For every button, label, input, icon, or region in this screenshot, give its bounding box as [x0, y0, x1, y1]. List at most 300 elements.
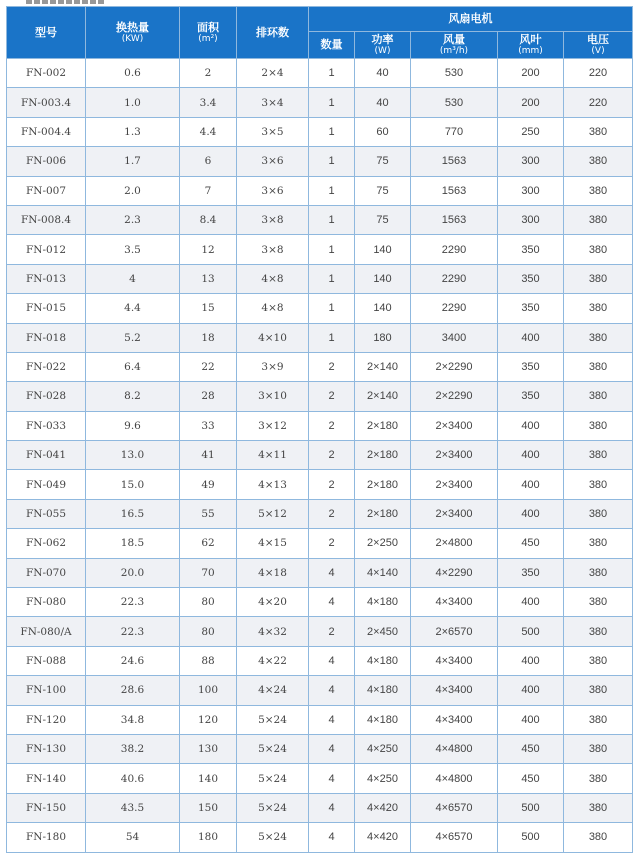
- cell-rows: 5×12: [237, 499, 309, 528]
- cropped-heading-fragment: [26, 0, 106, 4]
- cell-voltage: 380: [564, 705, 633, 734]
- cell-heat: 16.5: [86, 499, 180, 528]
- table-row: [7, 793, 633, 822]
- col-header-area-unit: (m²): [198, 33, 218, 44]
- cell-heat: 20.0: [86, 558, 180, 587]
- cell-rows: 5×24: [237, 823, 309, 852]
- cell-voltage: 380: [564, 411, 633, 440]
- cell-heat: 9.6: [86, 411, 180, 440]
- cell-power: 2×180: [355, 441, 411, 470]
- cell-blade: 450: [498, 764, 564, 793]
- cell-model: FN-140: [7, 764, 86, 793]
- cell-blade: 300: [498, 176, 564, 205]
- cell-power: 4×180: [355, 588, 411, 617]
- cell-model: FN-088: [7, 646, 86, 675]
- cell-blade: 500: [498, 823, 564, 852]
- col-header-power-label: 功率: [371, 33, 394, 46]
- cell-qty: 1: [309, 176, 355, 205]
- cell-power: 4×140: [355, 558, 411, 587]
- cell-area: 100: [180, 676, 237, 705]
- cell-heat: 22.3: [86, 588, 180, 617]
- cell-airflow: 2×6570: [411, 617, 498, 646]
- cell-rows: 3×6: [237, 176, 309, 205]
- cell-rows: 4×18: [237, 558, 309, 587]
- cell-airflow: 2290: [411, 264, 498, 293]
- cell-area: 15: [180, 294, 237, 323]
- cell-heat: 2.0: [86, 176, 180, 205]
- cell-power: 4×180: [355, 705, 411, 734]
- col-header-voltage: [564, 32, 633, 59]
- cell-blade: 500: [498, 617, 564, 646]
- cell-power: 75: [355, 205, 411, 234]
- table-header: [7, 7, 633, 59]
- cell-rows: 4×8: [237, 294, 309, 323]
- cell-qty: 2: [309, 382, 355, 411]
- cell-airflow: 530: [411, 88, 498, 117]
- col-header-power-unit: (W): [374, 46, 391, 56]
- cell-blade: 350: [498, 294, 564, 323]
- cell-model: FN-022: [7, 352, 86, 381]
- cell-airflow: 4×4800: [411, 764, 498, 793]
- cell-power: 140: [355, 264, 411, 293]
- cell-heat: 40.6: [86, 764, 180, 793]
- cell-blade: 350: [498, 558, 564, 587]
- cell-voltage: 380: [564, 734, 633, 763]
- col-header-heat-label: 换热量: [116, 20, 149, 34]
- cell-rows: 5×24: [237, 705, 309, 734]
- cell-qty: 1: [309, 117, 355, 146]
- cell-blade: 450: [498, 734, 564, 763]
- cell-voltage: 380: [564, 235, 633, 264]
- cell-power: 4×420: [355, 823, 411, 852]
- cell-rows: 4×20: [237, 588, 309, 617]
- cell-blade: 400: [498, 411, 564, 440]
- cell-qty: 1: [309, 294, 355, 323]
- cell-area: 130: [180, 734, 237, 763]
- cell-blade: 450: [498, 529, 564, 558]
- cell-model: FN-080/A: [7, 617, 86, 646]
- cell-rows: 4×24: [237, 676, 309, 705]
- cell-model: FN-150: [7, 793, 86, 822]
- cell-model: FN-015: [7, 294, 86, 323]
- cell-model: FN-003.4: [7, 88, 86, 117]
- col-header-power: [355, 32, 411, 59]
- cell-area: 80: [180, 588, 237, 617]
- cell-power: 40: [355, 88, 411, 117]
- cell-rows: 3×8: [237, 235, 309, 264]
- cell-power: 2×180: [355, 470, 411, 499]
- cell-voltage: 380: [564, 294, 633, 323]
- cell-heat: 13.0: [86, 441, 180, 470]
- cell-heat: 34.8: [86, 705, 180, 734]
- cell-voltage: 380: [564, 441, 633, 470]
- cell-airflow: 4×4800: [411, 734, 498, 763]
- cell-area: 4.4: [180, 117, 237, 146]
- cell-heat: 3.5: [86, 235, 180, 264]
- cell-voltage: 380: [564, 205, 633, 234]
- cell-model: FN-006: [7, 147, 86, 176]
- cell-model: FN-004.4: [7, 117, 86, 146]
- table-row: [7, 59, 633, 88]
- cell-power: 75: [355, 147, 411, 176]
- cell-blade: 400: [498, 705, 564, 734]
- cell-airflow: 4×3400: [411, 676, 498, 705]
- cell-area: 80: [180, 617, 237, 646]
- table-row: [7, 588, 633, 617]
- cell-power: 180: [355, 323, 411, 352]
- cell-blade: 400: [498, 499, 564, 528]
- cell-airflow: 2×3400: [411, 470, 498, 499]
- cell-power: 40: [355, 59, 411, 88]
- cell-voltage: 380: [564, 617, 633, 646]
- cell-model: FN-013: [7, 264, 86, 293]
- col-header-rows-label: 排环数: [256, 25, 289, 39]
- cell-rows: 4×15: [237, 529, 309, 558]
- cell-blade: 300: [498, 205, 564, 234]
- cell-model: FN-002: [7, 59, 86, 88]
- cell-power: 2×140: [355, 382, 411, 411]
- cell-model: FN-028: [7, 382, 86, 411]
- cell-qty: 4: [309, 676, 355, 705]
- table-row: [7, 294, 633, 323]
- cell-area: 12: [180, 235, 237, 264]
- table-row: [7, 235, 633, 264]
- col-header-area: [180, 7, 237, 59]
- col-header-voltage-unit: (V): [591, 46, 605, 56]
- cell-heat: 38.2: [86, 734, 180, 763]
- cell-heat: 43.5: [86, 793, 180, 822]
- cell-blade: 250: [498, 117, 564, 146]
- cell-blade: 400: [498, 646, 564, 675]
- cell-heat: 6.4: [86, 352, 180, 381]
- cell-rows: 4×8: [237, 264, 309, 293]
- cell-heat: 24.6: [86, 646, 180, 675]
- cell-blade: 300: [498, 147, 564, 176]
- col-header-heat-unit: (KW): [121, 33, 144, 44]
- cell-qty: 2: [309, 617, 355, 646]
- cell-voltage: 380: [564, 529, 633, 558]
- cell-blade: 350: [498, 264, 564, 293]
- cell-airflow: 2×2290: [411, 382, 498, 411]
- cell-qty: 4: [309, 646, 355, 675]
- cell-airflow: 1563: [411, 147, 498, 176]
- cell-area: 7: [180, 176, 237, 205]
- cell-power: 4×180: [355, 646, 411, 675]
- table-row: [7, 617, 633, 646]
- cell-airflow: 530: [411, 59, 498, 88]
- cell-power: 2×140: [355, 352, 411, 381]
- cell-airflow: 4×3400: [411, 646, 498, 675]
- col-header-blade: [498, 32, 564, 59]
- cell-power: 75: [355, 176, 411, 205]
- table-row: [7, 88, 633, 117]
- cell-voltage: 380: [564, 764, 633, 793]
- cell-voltage: 380: [564, 352, 633, 381]
- col-group-fan-motor: [309, 7, 633, 32]
- cell-qty: 4: [309, 823, 355, 852]
- cell-model: FN-130: [7, 734, 86, 763]
- cell-airflow: 4×3400: [411, 588, 498, 617]
- cell-qty: 2: [309, 441, 355, 470]
- cell-airflow: 2×3400: [411, 411, 498, 440]
- cell-rows: 5×24: [237, 793, 309, 822]
- cell-model: FN-049: [7, 470, 86, 499]
- table-row: [7, 734, 633, 763]
- cell-power: 4×420: [355, 793, 411, 822]
- cell-area: 41: [180, 441, 237, 470]
- cell-airflow: 2×2290: [411, 352, 498, 381]
- cell-power: 2×180: [355, 499, 411, 528]
- col-header-blade-unit: (mm): [518, 46, 543, 56]
- cell-power: 4×180: [355, 676, 411, 705]
- col-header-model: [7, 7, 86, 59]
- cell-heat: 1.0: [86, 88, 180, 117]
- col-header-rows: [237, 7, 309, 59]
- cell-power: 2×250: [355, 529, 411, 558]
- table-row: [7, 352, 633, 381]
- cell-area: 140: [180, 764, 237, 793]
- cell-power: 2×180: [355, 411, 411, 440]
- cell-model: FN-070: [7, 558, 86, 587]
- cell-rows: 4×22: [237, 646, 309, 675]
- cell-heat: 4.4: [86, 294, 180, 323]
- cell-rows: 4×10: [237, 323, 309, 352]
- col-header-voltage-label: 电压: [587, 33, 609, 46]
- col-header-airflow-label: 风量: [443, 33, 465, 46]
- cell-voltage: 380: [564, 676, 633, 705]
- cell-area: 13: [180, 264, 237, 293]
- cell-power: 140: [355, 235, 411, 264]
- cell-power: 140: [355, 294, 411, 323]
- table-row: [7, 176, 633, 205]
- table-row: [7, 205, 633, 234]
- cell-model: FN-007: [7, 176, 86, 205]
- cell-blade: 350: [498, 352, 564, 381]
- cell-rows: 4×11: [237, 441, 309, 470]
- col-header-blade-label: 风叶: [519, 33, 542, 46]
- cell-model: FN-041: [7, 441, 86, 470]
- cell-qty: 2: [309, 352, 355, 381]
- table-row: [7, 529, 633, 558]
- col-group-fan-motor-label: 风扇电机: [448, 12, 493, 25]
- cell-qty: 2: [309, 529, 355, 558]
- cell-area: 33: [180, 411, 237, 440]
- cell-voltage: 380: [564, 147, 633, 176]
- spec-table: [6, 6, 633, 853]
- cell-voltage: 380: [564, 382, 633, 411]
- cell-qty: 4: [309, 734, 355, 763]
- cell-model: FN-120: [7, 705, 86, 734]
- col-header-model-label: 型号: [35, 25, 57, 39]
- cell-rows: 3×8: [237, 205, 309, 234]
- cell-voltage: 380: [564, 793, 633, 822]
- cell-area: 88: [180, 646, 237, 675]
- cell-model: FN-012: [7, 235, 86, 264]
- cell-heat: 4: [86, 264, 180, 293]
- cell-blade: 400: [498, 470, 564, 499]
- cell-qty: 2: [309, 499, 355, 528]
- table-row: [7, 382, 633, 411]
- table-row: [7, 470, 633, 499]
- cell-airflow: 4×6570: [411, 823, 498, 852]
- cell-heat: 0.6: [86, 59, 180, 88]
- cell-voltage: 380: [564, 823, 633, 852]
- cell-model: FN-080: [7, 588, 86, 617]
- cell-qty: 1: [309, 147, 355, 176]
- cell-heat: 18.5: [86, 529, 180, 558]
- cell-qty: 2: [309, 470, 355, 499]
- cell-qty: 1: [309, 264, 355, 293]
- cell-heat: 22.3: [86, 617, 180, 646]
- cell-heat: 2.3: [86, 205, 180, 234]
- cell-airflow: 4×6570: [411, 793, 498, 822]
- table-row: [7, 676, 633, 705]
- cell-blade: 200: [498, 88, 564, 117]
- table-row: [7, 147, 633, 176]
- cell-area: 55: [180, 499, 237, 528]
- table-row: [7, 558, 633, 587]
- cell-airflow: 2×3400: [411, 499, 498, 528]
- cell-voltage: 380: [564, 176, 633, 205]
- cell-airflow: 2×3400: [411, 441, 498, 470]
- cell-airflow: 3400: [411, 323, 498, 352]
- cell-qty: 4: [309, 588, 355, 617]
- cell-qty: 4: [309, 793, 355, 822]
- cell-qty: 4: [309, 705, 355, 734]
- table-row: [7, 411, 633, 440]
- cell-area: 28: [180, 382, 237, 411]
- cell-rows: 3×5: [237, 117, 309, 146]
- cell-voltage: 380: [564, 117, 633, 146]
- cell-area: 120: [180, 705, 237, 734]
- cell-qty: 2: [309, 411, 355, 440]
- cell-rows: 3×6: [237, 147, 309, 176]
- cell-voltage: 380: [564, 264, 633, 293]
- cell-blade: 200: [498, 59, 564, 88]
- cell-heat: 28.6: [86, 676, 180, 705]
- cell-blade: 350: [498, 382, 564, 411]
- cell-model: FN-180: [7, 823, 86, 852]
- cell-area: 150: [180, 793, 237, 822]
- cell-model: FN-033: [7, 411, 86, 440]
- table-row: [7, 705, 633, 734]
- cell-voltage: 380: [564, 588, 633, 617]
- cell-rows: 4×13: [237, 470, 309, 499]
- cell-area: 2: [180, 59, 237, 88]
- cell-area: 49: [180, 470, 237, 499]
- cell-airflow: 770: [411, 117, 498, 146]
- cell-heat: 5.2: [86, 323, 180, 352]
- cell-airflow: 4×2290: [411, 558, 498, 587]
- cell-blade: 400: [498, 441, 564, 470]
- cell-rows: 3×10: [237, 382, 309, 411]
- col-header-heat: [86, 7, 180, 59]
- cell-model: FN-100: [7, 676, 86, 705]
- cell-heat: 1.3: [86, 117, 180, 146]
- cell-rows: 3×12: [237, 411, 309, 440]
- table-row: [7, 323, 633, 352]
- cell-qty: 1: [309, 205, 355, 234]
- table-row: [7, 499, 633, 528]
- cell-airflow: 1563: [411, 205, 498, 234]
- cell-blade: 400: [498, 588, 564, 617]
- table-row: [7, 823, 633, 852]
- cell-blade: 500: [498, 793, 564, 822]
- cell-airflow: 2290: [411, 294, 498, 323]
- cell-qty: 4: [309, 558, 355, 587]
- cell-rows: 4×32: [237, 617, 309, 646]
- cell-power: 4×250: [355, 764, 411, 793]
- cell-power: 60: [355, 117, 411, 146]
- cell-rows: 3×4: [237, 88, 309, 117]
- cell-area: 22: [180, 352, 237, 381]
- cell-area: 62: [180, 529, 237, 558]
- col-header-area-label: 面积: [197, 20, 219, 34]
- table-row: [7, 646, 633, 675]
- col-header-airflow-unit: (m³/h): [439, 46, 469, 56]
- cell-heat: 8.2: [86, 382, 180, 411]
- col-header-airflow: [411, 32, 498, 59]
- cell-voltage: 380: [564, 646, 633, 675]
- cell-blade: 400: [498, 676, 564, 705]
- cell-qty: 1: [309, 235, 355, 264]
- cell-airflow: 2290: [411, 235, 498, 264]
- cell-blade: 400: [498, 323, 564, 352]
- cell-qty: 1: [309, 88, 355, 117]
- cell-rows: 5×24: [237, 734, 309, 763]
- cell-qty: 4: [309, 764, 355, 793]
- cell-power: 4×250: [355, 734, 411, 763]
- cell-area: 18: [180, 323, 237, 352]
- cell-voltage: 220: [564, 59, 633, 88]
- cell-blade: 350: [498, 235, 564, 264]
- cell-power: 2×450: [355, 617, 411, 646]
- cell-model: FN-018: [7, 323, 86, 352]
- cell-heat: 1.7: [86, 147, 180, 176]
- cell-rows: 5×24: [237, 764, 309, 793]
- table-body: [7, 59, 633, 853]
- cell-rows: 2×4: [237, 59, 309, 88]
- cell-airflow: 1563: [411, 176, 498, 205]
- cell-area: 3.4: [180, 88, 237, 117]
- table-row: [7, 764, 633, 793]
- cell-airflow: 4×3400: [411, 705, 498, 734]
- cell-model: FN-008.4: [7, 205, 86, 234]
- cell-qty: 1: [309, 59, 355, 88]
- cell-area: 8.4: [180, 205, 237, 234]
- cell-heat: 15.0: [86, 470, 180, 499]
- col-header-qty-label: 数量: [320, 38, 343, 51]
- cell-area: 6: [180, 147, 237, 176]
- table-row: [7, 117, 633, 146]
- table-row: [7, 264, 633, 293]
- cell-model: FN-055: [7, 499, 86, 528]
- cell-voltage: 380: [564, 323, 633, 352]
- cell-voltage: 380: [564, 470, 633, 499]
- cell-heat: 54: [86, 823, 180, 852]
- cell-voltage: 380: [564, 558, 633, 587]
- cell-model: FN-062: [7, 529, 86, 558]
- cell-area: 180: [180, 823, 237, 852]
- cell-qty: 1: [309, 323, 355, 352]
- col-header-qty: [309, 32, 355, 59]
- cell-rows: 3×9: [237, 352, 309, 381]
- cell-voltage: 380: [564, 499, 633, 528]
- table-row: [7, 441, 633, 470]
- cell-voltage: 220: [564, 88, 633, 117]
- cell-airflow: 2×4800: [411, 529, 498, 558]
- cell-area: 70: [180, 558, 237, 587]
